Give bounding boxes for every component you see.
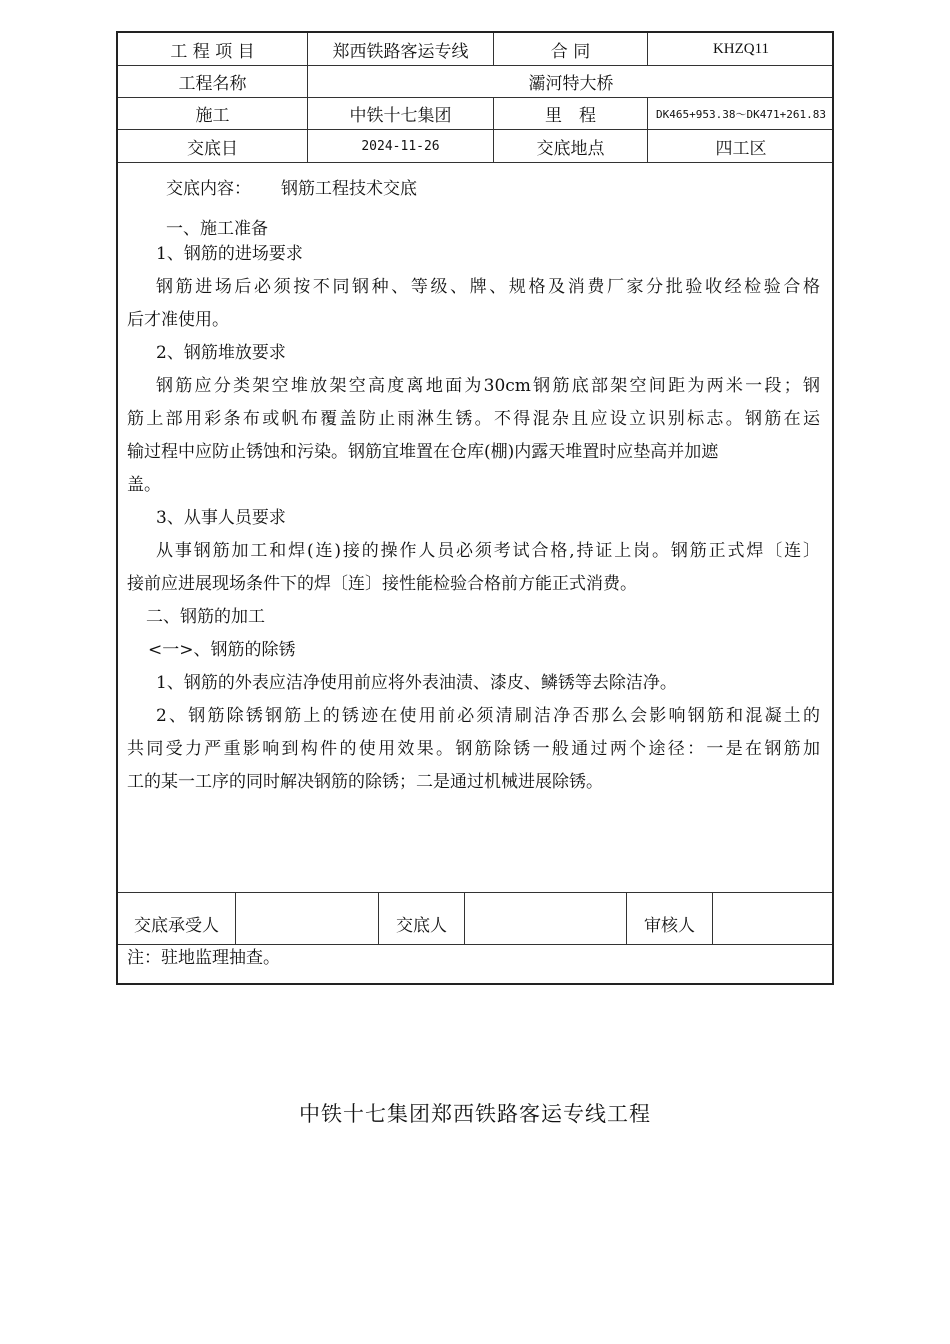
giver-label: 交底人 [378,893,464,944]
disclosure-form [116,31,834,985]
paragraph-line: 接前应进展现场条件下的焊〔连〕接性能检验合格前方能正式消费。 [127,574,637,594]
header-row-construction [118,98,832,130]
paragraph-line: 筋上部用彩条布或帆布覆盖防止雨淋生锈。不得混杂且应设立识别标志。钢筋在运 [127,409,820,429]
header-row-name [118,66,832,98]
paragraph-line: 钢筋应分类架空堆放架空高度离地面为30cm钢筋底部架空间距为两米一段；钢 [156,376,820,396]
work-name-value: 灞河特大桥 [307,66,834,97]
giver-signature-field[interactable] [464,893,626,944]
footer-title: 中铁十七集团郑西铁路客运专线工程 [299,1102,651,1126]
section-heading: 二、钢筋的加工 [146,607,265,627]
paragraph-line: 输过程中应防止锈蚀和污染。钢筋宜堆置在仓库(棚)内露天堆置时应垫高并加遮 [127,442,719,462]
work-name-label: 工程名称 [178,74,247,94]
header-row-project [118,33,832,66]
contract-value: KHZQ11 [647,33,834,65]
signature-row [118,892,832,945]
paragraph-line: 工的某一工序的同时解决钢筋的除锈；二是通过机械进展除锈。 [127,772,603,792]
disclosure-content [118,163,832,893]
project-label: 工 程 项 目 [170,41,255,62]
reviewer-label: 审核人 [626,893,712,944]
receiver-signature-field[interactable] [235,893,378,944]
project-value: 郑西铁路客运专线 [307,33,493,65]
construction-value: 中铁十七集团 [307,98,493,129]
paragraph-line: 钢筋进场后必须按不同钢种、等级、牌、规格及消费厂家分批验收经检验合格 [156,277,820,297]
paragraph-line: 2、钢筋除锈钢筋上的锈迹在使用前必须清刷洁净否那么会影响钢筋和混凝土的 [156,706,820,726]
reviewer-signature-field[interactable] [712,893,834,944]
supervision-note: 注：驻地监理抽查。 [127,948,280,968]
content-title-value: 钢筋工程技术交底 [281,179,417,199]
paragraph-line: 从事钢筋加工和焊(连)接的操作人员必须考试合格,持证上岗。钢筋正式焊〔连〕 [156,541,820,561]
section-heading: 一、施工准备 [166,219,268,239]
paragraph-line: 盖。 [127,475,161,495]
date-label: 交底日 [187,138,238,159]
paragraph-line: 共同受力严重影响到构件的使用效果。钢筋除锈一般通过两个途径：一是在钢筋加 [127,739,820,759]
content-title [166,173,820,206]
mileage-value: DK465+953.38～DK471+261.83 [647,98,834,129]
header-row-date [118,130,832,163]
receiver-label: 交底承受人 [134,916,219,936]
paragraph-line: 1、钢筋的外表应洁净使用前应将外表油渍、漆皮、鳞锈等去除洁净。 [156,673,677,693]
location-label: 交底地点 [493,130,647,162]
subsection-heading: <一>、钢筋的除锈 [148,640,296,660]
subsection-heading: 2、钢筋堆放要求 [156,343,286,363]
construction-label: 施工 [195,106,230,126]
content-title-label: 交底内容： [166,179,251,199]
location-value: 四工区 [647,130,834,162]
subsection-heading: 3、从事人员要求 [156,508,286,528]
date-value: 2024-11-26 [307,130,493,162]
paragraph-line: 后才准使用。 [127,310,229,330]
mileage-label: 里 程 [493,98,647,129]
contract-label: 合 同 [493,33,647,65]
subsection-heading: 1、钢筋的进场要求 [156,244,303,264]
